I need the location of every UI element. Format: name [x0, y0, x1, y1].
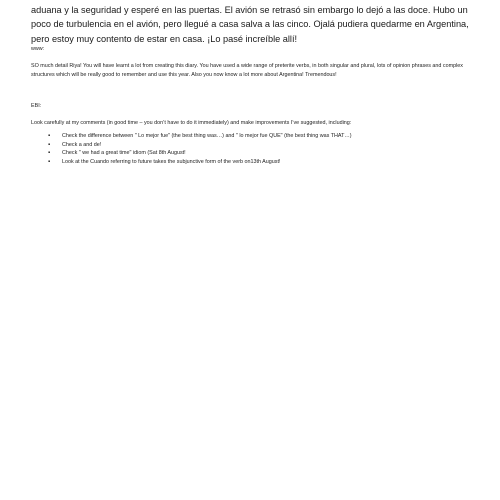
- list-item: [31, 149, 471, 158]
- feedback-paragraph: SO much detail Riya! You will have learnt a lot from creating this diary. You have used a wide range of preterite verbs, in both singular and plural, lots of opinion phrases and complex structures which will be really good to remember and use this year. Also you now know a lot more about Argentina! Tremendous!: [31, 63, 463, 79]
- ebi-label: EBI:: [31, 103, 42, 109]
- bullet-icon: ▪: [48, 133, 51, 139]
- www-label: www:: [31, 46, 45, 52]
- list-item-text: Check " we had a great time" idiom (Sat 8th August!: [62, 150, 186, 157]
- list-item-text: Check the difference between " Lo mejor fue" (the best thing was…) and " lo mejor fue QUE" (the best thing was THAT…): [62, 133, 352, 139]
- diary-paragraph: aduana y la seguridad y esperé en las puertas. El avión se retrasó sin embargo lo dejó a las doce. Hubo un poco de turbulencia en el avión, pero llegué a casa salva a las cinco. Ojalá pudiera quedarme en Argentina, pero estoy muy contento de estar en casa. ¡Lo pasé increíble allí!: [31, 5, 469, 44]
- list-item-text: Look at the Cuando referring to future takes the subjunctive form of the verb on13th August!: [62, 158, 281, 165]
- list-item: [31, 132, 471, 141]
- bullet-icon: ▪: [48, 150, 51, 157]
- list-item: [31, 141, 471, 150]
- improvements-list: [31, 132, 471, 166]
- list-item-text: Check a and de!: [62, 141, 102, 148]
- bullet-icon: ▪: [48, 141, 51, 148]
- list-item: [31, 158, 471, 167]
- instructions-paragraph: Look carefully at my comments (in good time – you don’t have to do it immediately) and make improvements I’ve suggested, including:: [31, 120, 352, 126]
- bullet-icon: ▪: [48, 158, 51, 165]
